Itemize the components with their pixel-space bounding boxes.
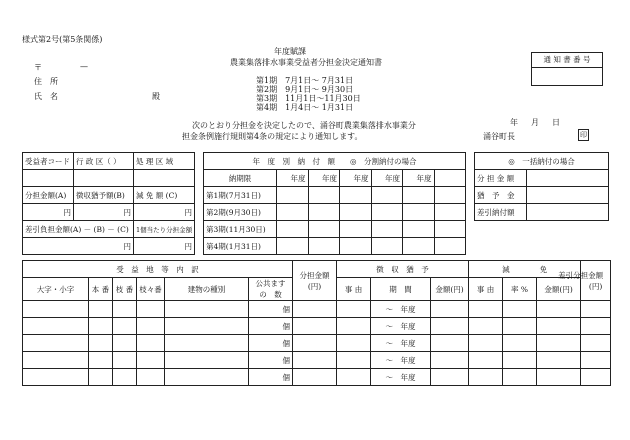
lump-sum-table — [474, 152, 609, 221]
cell-blank[interactable] — [503, 352, 537, 369]
issuer-name: 涌谷町長 — [483, 132, 515, 141]
cell-blank[interactable] — [293, 318, 337, 335]
cell-blank[interactable] — [537, 318, 581, 335]
cell-blank[interactable] — [371, 238, 403, 255]
notice-number-box — [531, 52, 603, 86]
detail-row — [23, 335, 611, 352]
head-edaedaban: 枝々番 — [137, 278, 165, 301]
cell-blank[interactable] — [293, 352, 337, 369]
cell-blank[interactable] — [308, 204, 340, 221]
head-kind: 建物の種別 — [165, 278, 249, 301]
cell-blank[interactable] — [23, 170, 74, 187]
detail-table — [22, 260, 611, 386]
cell-gyoseiku: 行 政 区（ ） — [74, 153, 134, 170]
cell-blank[interactable] — [23, 318, 89, 335]
cell-blank[interactable] — [23, 369, 89, 386]
head-ritsu: 率 % — [503, 278, 537, 301]
cell-blank[interactable] — [165, 318, 249, 335]
body-text-2: 担金条例施行規則第4条の規定により通知します。 — [182, 132, 363, 141]
period-cell: ～ 年度 — [371, 335, 431, 352]
cell-blank[interactable] — [337, 352, 371, 369]
left-table — [22, 152, 195, 255]
cell-blank[interactable] — [23, 352, 89, 369]
cell-blank[interactable] — [165, 369, 249, 386]
detail-row — [23, 301, 611, 318]
cell-blank[interactable] — [503, 318, 537, 335]
head-yuyo-kingaku: 金額(円) — [431, 278, 469, 301]
cell-blank[interactable] — [340, 187, 372, 204]
year-col: 年度 — [371, 170, 403, 187]
head-genmen-kingaku: 金額(円) — [537, 278, 581, 301]
period-row-label: 第2期(9月30日) — [204, 204, 277, 221]
cell-blank[interactable] — [337, 335, 371, 352]
head-buntan-line: (円) — [307, 281, 322, 291]
cell-blank[interactable] — [277, 204, 309, 221]
head-sabiki-line: (円) — [588, 281, 603, 291]
cell-blank[interactable] — [293, 335, 337, 352]
cell-blank[interactable] — [340, 238, 372, 255]
unit-ko: 個 — [249, 318, 293, 335]
lump-row-label: 猶 予 金 — [475, 187, 527, 204]
cell-sabiki-label: 差引負担金額(A) － (B) － (C) — [23, 221, 134, 238]
cell-blank[interactable] — [581, 352, 611, 369]
cell-blank[interactable] — [581, 335, 611, 352]
group-genmen: 減 免 — [469, 261, 581, 278]
head-sabiki-line: 差引分担金額 — [558, 270, 604, 280]
period-row-label: 第1期(7月31日) — [204, 187, 277, 204]
detail-row — [23, 318, 611, 335]
cell-blank[interactable] — [469, 318, 503, 335]
cell-blank[interactable] — [293, 369, 337, 386]
period-cell: ～ 年度 — [371, 352, 431, 369]
cell-blank[interactable] — [434, 238, 466, 255]
form-number: 様式第2号(第5条関係) — [22, 35, 103, 44]
body-text-1: 次のとおり分担金を決定したので、涌谷町農業集落排水事業分 — [192, 121, 416, 130]
cell-blank[interactable] — [337, 301, 371, 318]
cell-blank[interactable] — [371, 221, 403, 238]
cell-blank[interactable] — [277, 221, 309, 238]
cell-blank[interactable] — [527, 170, 609, 187]
period-line-2: 第2期 9月1日～ 9月30日 — [256, 85, 354, 94]
cell-unit: 円 — [134, 204, 195, 221]
cell-blank[interactable] — [527, 187, 609, 204]
cell-blank[interactable] — [113, 369, 137, 386]
postal-dash: — — [80, 62, 88, 71]
group-yuyo: 徴 収 猶 予 — [337, 261, 469, 278]
cell-blank[interactable] — [113, 318, 137, 335]
postal-mark: 〒 — [34, 63, 42, 72]
date-year: 年 — [510, 118, 518, 127]
cell-blank[interactable] — [137, 335, 165, 352]
document-title: 農業集落排水事業受益者分担金決定通知書 — [230, 58, 382, 67]
cell-blank[interactable] — [434, 204, 466, 221]
cell-blank[interactable] — [340, 204, 372, 221]
head-genmen-jiyu: 事 由 — [469, 278, 503, 301]
unit-ko: 個 — [249, 369, 293, 386]
lump-row-label: 分 担 金 額 — [475, 170, 527, 187]
cell-blank[interactable] — [23, 335, 89, 352]
cell-blank[interactable] — [431, 318, 469, 335]
date-day: 日 — [552, 118, 560, 127]
cell-blank[interactable] — [469, 369, 503, 386]
cell-blank[interactable] — [89, 335, 113, 352]
cell-blank[interactable] — [431, 352, 469, 369]
cell-blank[interactable] — [581, 301, 611, 318]
period-line-4: 第4期 1月4日～ 1月31日 — [256, 103, 354, 112]
installment-head: 納期限 — [204, 170, 277, 187]
lump-row-label: 差引納付額 — [475, 204, 527, 221]
cell-blank[interactable] — [371, 204, 403, 221]
cell-blank[interactable] — [503, 369, 537, 386]
cell-blank[interactable] — [137, 318, 165, 335]
lump-title: ◎ 一括納付の場合 — [475, 153, 609, 170]
cell-buntan-label: 分担金額(A) — [23, 187, 74, 204]
period-cell: ～ 年度 — [371, 369, 431, 386]
cell-blank[interactable] — [403, 187, 435, 204]
installment-table — [203, 152, 466, 255]
cell-per-unit-label: 1個当たり分担金額 — [134, 221, 195, 238]
cell-blank[interactable] — [113, 335, 137, 352]
year-col: 年度 — [340, 170, 372, 187]
cell-blank[interactable] — [165, 335, 249, 352]
head-sabiki — [558, 261, 611, 301]
cell-unit: 円 — [74, 204, 134, 221]
cell-blank[interactable] — [337, 318, 371, 335]
cell-blank[interactable] — [537, 369, 581, 386]
cell-unit: 円 — [23, 238, 134, 255]
head-buntan — [293, 261, 337, 301]
cell-blank[interactable] — [308, 221, 340, 238]
cell-blank[interactable] — [308, 187, 340, 204]
cell-blank[interactable] — [165, 301, 249, 318]
cell-blank[interactable] — [89, 369, 113, 386]
head-ooaza: 大字・小字 — [23, 278, 89, 301]
date-month: 月 — [531, 118, 539, 127]
head-edaban: 枝 番 — [113, 278, 137, 301]
group-juekichi: 受 益 地 等 内 訳 — [23, 261, 293, 278]
cell-blank[interactable] — [74, 170, 134, 187]
year-col: 年度 — [308, 170, 340, 187]
head-honban: 本 番 — [89, 278, 113, 301]
detail-row — [23, 352, 611, 369]
head-count-line: 公共ます — [255, 279, 286, 288]
cell-blank[interactable] — [277, 238, 309, 255]
installment-title: 年 度 別 納 付 額 ◎ 分割納付の場合 — [204, 153, 466, 170]
detail-row — [23, 369, 611, 386]
cell-unit: 円 — [134, 238, 195, 255]
head-count — [249, 278, 293, 301]
fiscal-year-label: 年度賦課 — [274, 47, 306, 56]
cell-blank[interactable] — [469, 352, 503, 369]
cell-blank[interactable] — [89, 301, 113, 318]
cell-blank[interactable] — [23, 301, 89, 318]
honorific: 殿 — [152, 92, 160, 101]
cell-blank[interactable] — [165, 352, 249, 369]
period-line-3: 第3期 11月1日～11月30日 — [256, 94, 361, 103]
cell-blank[interactable] — [581, 369, 611, 386]
address-label: 住 所 — [34, 77, 58, 86]
cell-blank[interactable] — [293, 301, 337, 318]
notice-number-label: 通 知 書 番 号 — [532, 53, 602, 68]
unit-ko: 個 — [249, 335, 293, 352]
cell-blank[interactable] — [403, 204, 435, 221]
cell-blank[interactable] — [137, 301, 165, 318]
cell-blank[interactable] — [537, 335, 581, 352]
cell-blank[interactable] — [503, 335, 537, 352]
cell-juekisha-code: 受益者コード — [23, 153, 74, 170]
cell-blank[interactable] — [434, 221, 466, 238]
head-kikan: 期 間 — [371, 278, 431, 301]
period-row-label: 第4期(1月31日) — [204, 238, 277, 255]
cell-yuyo-label: 徴収猶予額(B) — [74, 187, 134, 204]
period-cell: ～ 年度 — [371, 318, 431, 335]
cell-shoriku: 処 理 区 域 — [134, 153, 195, 170]
year-col: 年度 — [277, 170, 309, 187]
period-cell: ～ 年度 — [371, 301, 431, 318]
cell-blank[interactable] — [403, 221, 435, 238]
cell-blank[interactable] — [431, 335, 469, 352]
cell-blank[interactable] — [537, 301, 581, 318]
cell-blank[interactable] — [134, 170, 195, 187]
cell-blank[interactable] — [277, 187, 309, 204]
cell-blank[interactable] — [469, 335, 503, 352]
cell-blank[interactable] — [113, 301, 137, 318]
cell-unit: 円 — [23, 204, 74, 221]
head-yuyo-jiyu: 事 由 — [337, 278, 371, 301]
cell-blank[interactable] — [527, 204, 609, 221]
unit-ko: 個 — [249, 352, 293, 369]
cell-blank[interactable] — [434, 170, 466, 187]
head-count-line: の 数 — [259, 290, 282, 299]
cell-blank[interactable] — [308, 238, 340, 255]
notice-number-value[interactable] — [532, 68, 602, 85]
cell-blank[interactable] — [434, 187, 466, 204]
issuer-seal: 印 — [580, 131, 587, 139]
cell-genmen-label: 減 免 額 (C) — [134, 187, 195, 204]
cell-blank[interactable] — [337, 369, 371, 386]
period-row-label: 第3期(11月30日) — [204, 221, 277, 238]
cell-blank[interactable] — [431, 301, 469, 318]
cell-blank[interactable] — [89, 352, 113, 369]
period-line-1: 第1期 7月1日～ 7月31日 — [256, 76, 354, 85]
cell-blank[interactable] — [431, 369, 469, 386]
cell-blank[interactable] — [403, 238, 435, 255]
cell-blank[interactable] — [113, 352, 137, 369]
head-buntan-line: 分担金額 — [299, 270, 330, 280]
cell-blank[interactable] — [537, 352, 581, 369]
cell-blank[interactable] — [89, 318, 113, 335]
year-col: 年度 — [403, 170, 435, 187]
cell-blank[interactable] — [503, 301, 537, 318]
cell-blank[interactable] — [581, 318, 611, 335]
unit-ko: 個 — [249, 301, 293, 318]
cell-blank[interactable] — [371, 187, 403, 204]
cell-blank[interactable] — [469, 301, 503, 318]
cell-blank[interactable] — [137, 352, 165, 369]
cell-blank[interactable] — [137, 369, 165, 386]
cell-blank[interactable] — [340, 221, 372, 238]
name-label: 氏 名 — [34, 92, 58, 101]
